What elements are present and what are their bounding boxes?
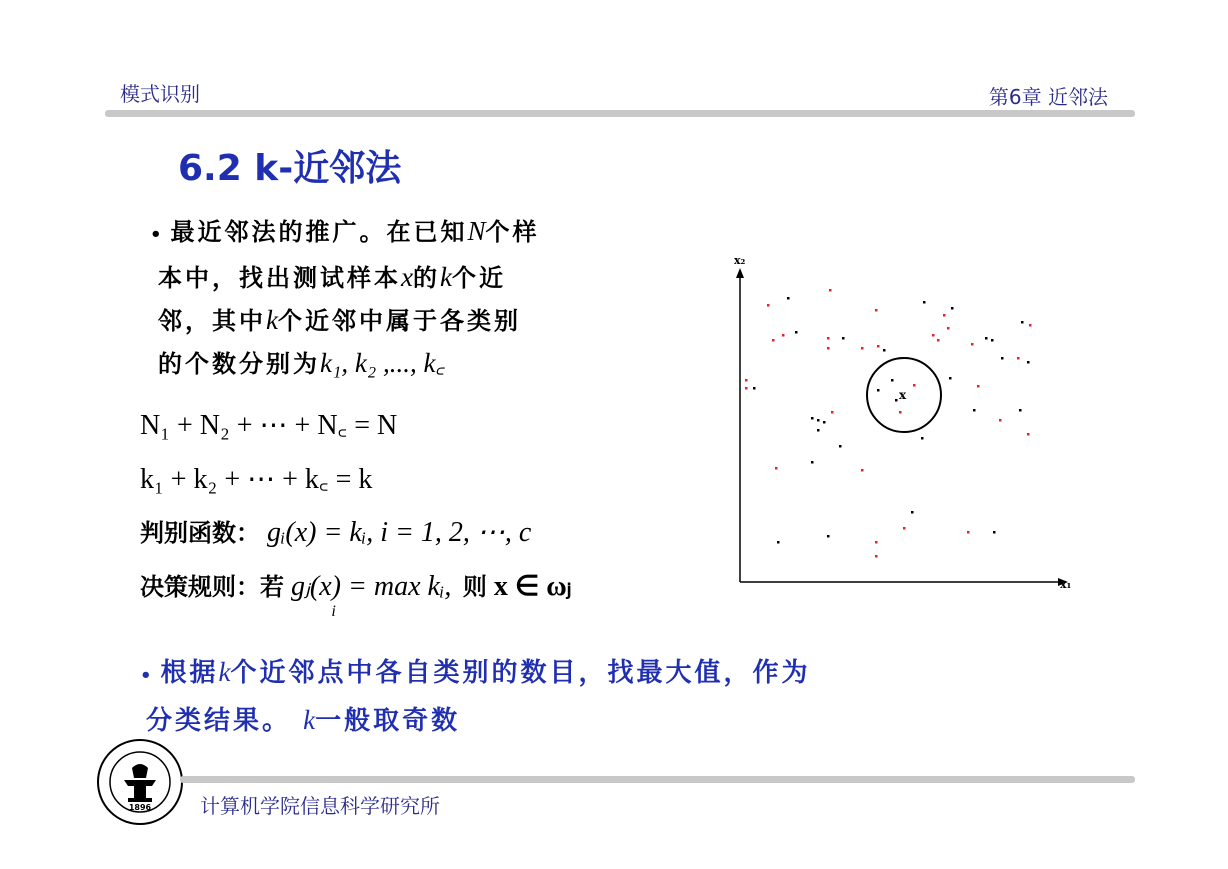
text: 邻，其中 bbox=[158, 306, 266, 335]
sample-point-red bbox=[932, 334, 935, 337]
sample-point-red bbox=[775, 467, 778, 470]
bullet-dot: • bbox=[140, 665, 155, 686]
course-title: 模式识别 bbox=[120, 82, 200, 106]
sample-point-red bbox=[772, 339, 775, 342]
sample-point-red bbox=[913, 384, 916, 387]
decision-rule-label: 决策规则：若 bbox=[140, 573, 284, 601]
math-k: k bbox=[439, 262, 452, 292]
text: 个近邻中属于各类别 bbox=[277, 306, 521, 335]
sample-point-red bbox=[745, 387, 748, 390]
svg-text:1896: 1896 bbox=[128, 803, 152, 812]
text: 分类结果。 bbox=[146, 706, 292, 736]
sample-point-red bbox=[782, 334, 785, 337]
text: 一般取奇数 bbox=[315, 706, 461, 736]
text: 根据 bbox=[160, 658, 219, 688]
text: 个近邻点中各自类别的数目，找最大值，作为 bbox=[230, 658, 811, 688]
math-N: N bbox=[467, 216, 486, 246]
sample-point-black bbox=[811, 417, 814, 420]
sample-point-red bbox=[1017, 357, 1020, 360]
sample-point-black bbox=[811, 461, 814, 464]
text: 的 bbox=[412, 263, 440, 292]
sample-point-red bbox=[1029, 324, 1032, 327]
sample-point-black bbox=[795, 331, 798, 334]
y-axis-arrow bbox=[736, 268, 744, 278]
sample-point-red bbox=[827, 337, 830, 340]
sample-point-black bbox=[839, 445, 842, 448]
sample-point-black bbox=[1021, 321, 1024, 324]
text: 最近邻法的推广。在已知 bbox=[170, 217, 468, 246]
sample-point-black bbox=[891, 379, 894, 382]
sample-point-black bbox=[951, 307, 954, 310]
sample-point-black bbox=[911, 511, 914, 514]
sample-point-black bbox=[923, 301, 926, 304]
sample-points bbox=[745, 289, 1032, 558]
sample-point-red bbox=[831, 411, 834, 414]
sample-point-red bbox=[827, 347, 830, 350]
sample-point-black bbox=[921, 437, 924, 440]
sample-point-red bbox=[999, 419, 1002, 422]
sample-point-red bbox=[899, 411, 902, 414]
sample-point-black bbox=[949, 377, 952, 380]
sample-point-red bbox=[875, 555, 878, 558]
sample-point-black bbox=[973, 409, 976, 412]
sample-point-black bbox=[883, 349, 886, 352]
sample-point-red bbox=[861, 347, 864, 350]
equation-sum-k: k₁ + k₂ + ⋯ + k꜀ = k bbox=[140, 464, 373, 495]
sample-point-black bbox=[817, 419, 820, 422]
sample-point-black bbox=[827, 535, 830, 538]
sample-point-black bbox=[985, 337, 988, 340]
sample-point-black bbox=[1019, 409, 1022, 412]
text: 本中，找出测试样本 bbox=[158, 263, 401, 292]
sample-point-black bbox=[753, 387, 756, 390]
sample-point-red bbox=[875, 541, 878, 544]
text: 的个数分别为 bbox=[158, 349, 320, 378]
bullet-dot: • bbox=[150, 224, 165, 245]
sample-point-black bbox=[823, 421, 826, 424]
math-k: k bbox=[303, 705, 316, 735]
chapter-title: 第6章 近邻法 bbox=[988, 85, 1108, 109]
query-point-label: x bbox=[899, 388, 907, 402]
sample-point-red bbox=[967, 531, 970, 534]
sample-point-red bbox=[875, 309, 878, 312]
university-logo bbox=[96, 738, 184, 826]
sample-point-red bbox=[745, 379, 748, 382]
sample-point-red bbox=[1027, 433, 1030, 436]
math-k-list: k₁, k₂ ,..., k꜀ bbox=[320, 348, 445, 378]
math-x: x bbox=[401, 262, 413, 292]
decision-rule-result: x ∈ ωⱼ bbox=[493, 571, 572, 602]
sample-point-red bbox=[977, 385, 980, 388]
sample-point-black bbox=[1001, 357, 1004, 360]
sample-point-red bbox=[903, 527, 906, 530]
y-axis-label: x₂ bbox=[734, 254, 746, 267]
sample-point-red bbox=[767, 304, 770, 307]
sample-point-black bbox=[991, 339, 994, 342]
discriminant-label: 判别函数： bbox=[140, 519, 260, 547]
sample-point-black bbox=[877, 389, 880, 392]
sample-point-red bbox=[877, 345, 880, 348]
text: 个样 bbox=[485, 217, 540, 246]
sample-point-red bbox=[947, 327, 950, 330]
sample-point-black bbox=[842, 337, 845, 340]
sample-point-red bbox=[829, 289, 832, 292]
sample-point-black bbox=[1027, 361, 1030, 364]
header-divider bbox=[105, 110, 1135, 117]
sample-point-black bbox=[777, 541, 780, 544]
sample-point-red bbox=[861, 469, 864, 472]
decision-rule-condition: gⱼ(x) = max kᵢ, bbox=[291, 571, 452, 602]
slide-title: 6.2 k-近邻法 bbox=[178, 148, 402, 189]
footer-divider bbox=[180, 776, 1135, 783]
x-axis-label: x₁ bbox=[1060, 578, 1072, 591]
math-k: k bbox=[218, 657, 231, 687]
knn-scatter-plot bbox=[728, 250, 1078, 595]
sample-point-red bbox=[943, 314, 946, 317]
text: 个近 bbox=[451, 263, 506, 292]
sample-point-red bbox=[937, 339, 940, 342]
then-label: 则 bbox=[462, 573, 487, 601]
bullet-decision bbox=[140, 650, 960, 743]
sample-point-black bbox=[895, 399, 898, 402]
math-k: k bbox=[266, 305, 278, 335]
discriminant-function: gᵢ(x) = kᵢ, i = 1, 2, ⋯, c bbox=[267, 517, 532, 548]
sample-point-red bbox=[971, 343, 974, 346]
max-subscript: i bbox=[331, 602, 336, 620]
sample-point-black bbox=[817, 429, 820, 432]
sample-point-black bbox=[787, 297, 790, 300]
sample-point-black bbox=[993, 531, 996, 534]
institute-name: 计算机学院信息科学研究所 bbox=[200, 794, 440, 818]
equation-sum-N: N₁ + N₂ + ⋯ + N꜀ = N bbox=[140, 410, 398, 441]
bullet-generalization bbox=[150, 210, 670, 385]
formula-block bbox=[140, 405, 572, 621]
